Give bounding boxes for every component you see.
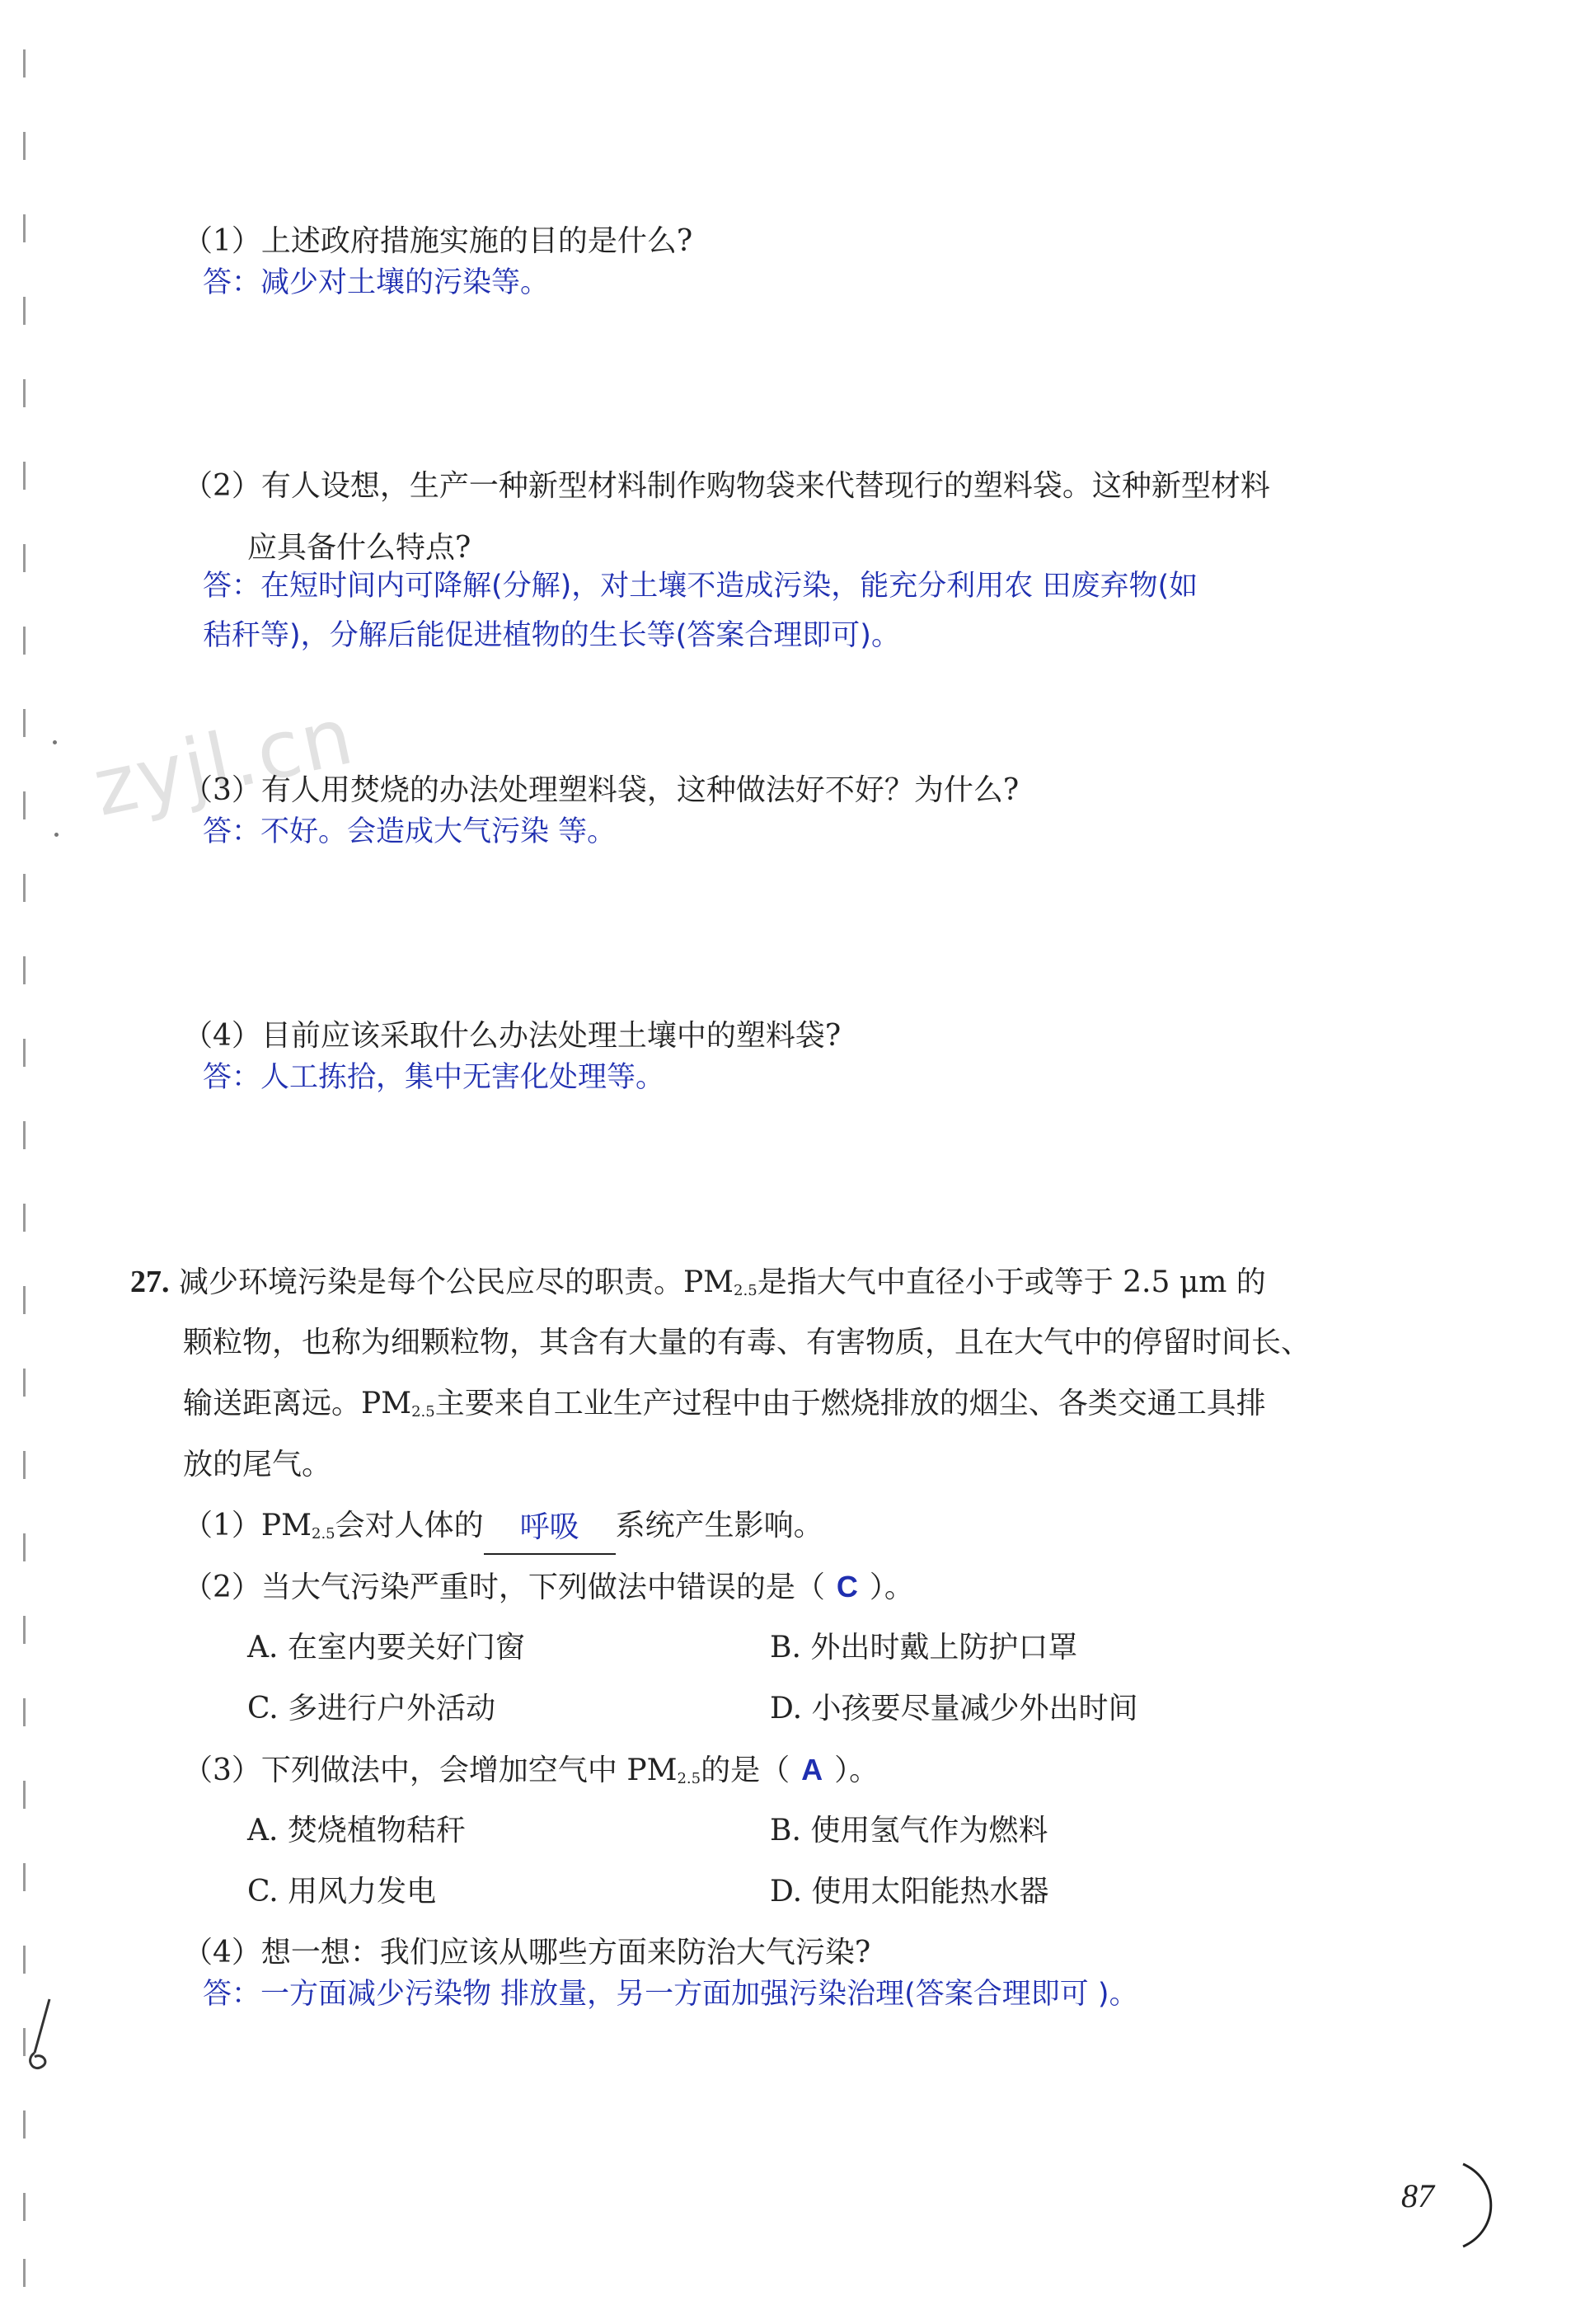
q27-answer-4: 答：一方面减少污染物 排放量，另一方面加强污染治理(答案合理即可 )。 — [203, 1978, 1138, 2011]
option-c: C. 用风力发电 — [247, 1875, 437, 1908]
choice-answer: A — [801, 1753, 823, 1786]
question-2-line2: 应具备什么特点? — [247, 531, 471, 565]
q27-intro-line2: 颗粒物，也称为细颗粒物，其含有大量的有毒、有害物质，且在大气中的停留时间长、 — [183, 1326, 1311, 1359]
option-d: D. 使用太阳能热水器 — [770, 1875, 1049, 1908]
answer-1: 答：减少对土壤的污染等。 — [203, 266, 550, 299]
watermark: zyjl.cn — [85, 689, 362, 834]
question-2-line1: （2）有人设想，生产一种新型材料制作购物袋来代替现行的塑料袋。这种新型材料 — [183, 469, 1270, 503]
q27-sub2: （2）当大气污染严重时，下列做法中错误的是（ C ）。 — [183, 1570, 914, 1604]
option-a: A. 焚烧植物秸秆 — [247, 1814, 466, 1847]
option-d: D. 小孩要尽量减少外出时间 — [770, 1692, 1138, 1725]
pencil-mark-icon — [16, 1995, 66, 2078]
scan-dot — [54, 833, 59, 837]
answer-blank[interactable]: 呼吸 — [484, 1519, 616, 1555]
q27-intro-line3: 输送距离远。$PM_{2.5}$主要来自工业生产过程中由于燃烧排放的烟尘、各类交通工具排 — [183, 1387, 1266, 1420]
choice-answer: C — [836, 1570, 858, 1603]
q27-sub1: $(1)PM_{2.5}$会对人体的 呼吸 系统产生影响。 — [183, 1505, 823, 1555]
option-b: B. 使用氢气作为燃料 — [770, 1814, 1048, 1847]
binding-edge — [23, 33, 26, 2292]
answer-4: 答：人工拣拾，集中无害化处理等。 — [203, 1061, 665, 1094]
q27-intro-line1: 27. 减少环境污染是每个公民应尽的职责。$PM_{2.5}$是指大气中直径小于或等于 2.5 μm 的 — [130, 1265, 1266, 1299]
answer-3: 答：不好。会造成大气污染 等。 — [203, 815, 617, 848]
question-3: （3）有人用焚烧的办法处理塑料袋，这种做法好不好？为什么? — [183, 773, 1020, 807]
question-number: 27. — [130, 1265, 170, 1299]
page-number: 87 — [1401, 2177, 1434, 2214]
option-b: B. 外出时戴上防护口罩 — [770, 1631, 1078, 1664]
scan-dot — [53, 740, 57, 744]
answer-2-line1: 答：在短时间内可降解(分解)，对土壤不造成污染，能充分利用农 田废弃物(如 — [203, 570, 1198, 603]
option-c: C. 多进行户外活动 — [247, 1692, 496, 1725]
question-4: （4）目前应该采取什么办法处理土壤中的塑料袋? — [183, 1019, 842, 1053]
q27-intro-line4: 放的尾气。 — [183, 1448, 332, 1481]
q27-sub3: （3）下列做法中，会增加空气中 $PM_{2.5}$的是（ A ）。 — [183, 1753, 879, 1787]
option-a: A. 在室内要关好门窗 — [247, 1631, 525, 1664]
question-1: （1）上述政府措施实施的目的是什么? — [183, 224, 693, 258]
q27-sub4: （4）想一想：我们应该从哪些方面来防治大气污染? — [183, 1936, 871, 1970]
page-number-arc-icon — [1455, 2160, 1504, 2251]
answer-2-line2: 秸秆等)，分解后能促进植物的生长等(答案合理即可)。 — [203, 619, 900, 652]
